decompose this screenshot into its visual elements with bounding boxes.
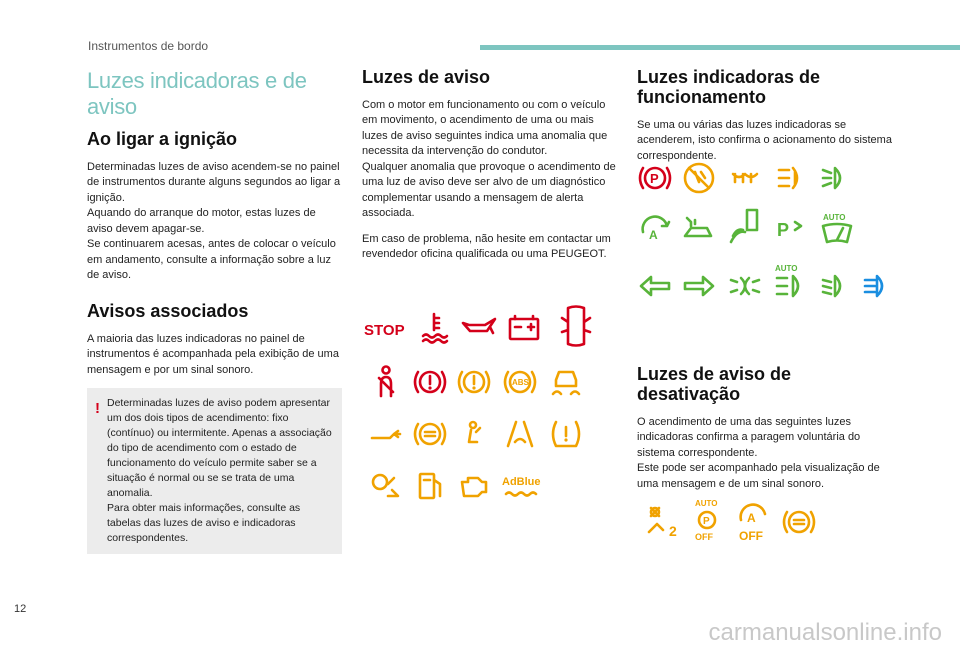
seatbelt-icon [368, 364, 404, 400]
parking-brake-icon [637, 160, 673, 196]
stop-start-off-icon [733, 498, 773, 542]
deactivation-text-1: O acendimento de uma das seguintes luzes indicadoras confirma a paragem voluntária do sistema correspondente. [637, 415, 861, 459]
warning-note-box [87, 388, 342, 554]
svg-text:AUTO: AUTO [823, 213, 846, 222]
svg-text:P: P [703, 516, 710, 527]
auto-wipers-icon [817, 212, 857, 248]
page-title: Luzes indicadoras e de aviso [87, 68, 307, 119]
svg-text:P: P [650, 171, 659, 186]
rear-parking-sensor-icon [727, 206, 763, 250]
warning-lamps-text-3: Em caso de problema, não hesite em contactar um revendedor oficina qualificada ou uma PEUGEOT. [362, 232, 611, 261]
column-indicator-lamps [637, 68, 897, 174]
svg-text:OFF: OFF [739, 529, 763, 542]
service-wrench-icon [368, 416, 404, 452]
function-icons-grid [637, 160, 897, 310]
warning-lamps-title: Luzes de aviso [362, 67, 491, 87]
warning-note-text-2: Para obter mais informações, consulte as tabelas das luzes de aviso e indicadoras correspondentes. [107, 502, 301, 545]
oil-pressure-icon [460, 310, 500, 346]
door-open-icon [558, 304, 594, 348]
tyre-pressure-icon [548, 416, 584, 452]
page-number: 12 [14, 603, 27, 615]
speed-limiter-icon [681, 212, 717, 248]
stop-icon [364, 310, 408, 346]
abs-icon [502, 364, 538, 400]
ignition-text-2: Aquando do arranque do motor, estas luzes de aviso devem apagar-se. [87, 207, 316, 235]
warning-note-text-1: Determinadas luzes de aviso podem apresentar um dos dois tipos de acendimento: fixo (contínuo) ou intermitente. Apenas a associação do tipo de acendimento com o estado de funcionamento do veículo permite saber se a situação é normal ou se se trata de uma anomalia. [107, 397, 332, 500]
section-header: Instrumentos de bordo [88, 39, 209, 53]
lane-departure-icon [502, 416, 538, 452]
warning-lamps-text-1: Com o motor em funcionamento ou com o veículo em movimento, o acendimento de uma ou mais luzes de aviso seguintes indica uma anomalia que necessita da intervenção do condutor. [362, 98, 608, 158]
header-accent-bar [480, 45, 960, 50]
watermark: carmanualsonline.info [708, 619, 942, 646]
function-lamps-text: Se uma ou várias das luzes indicadoras se acenderem, isto confirma o acionamento do sistema correspondente. [637, 118, 892, 162]
airbag-off-icon [456, 416, 492, 452]
warning-icons-grid [362, 308, 622, 508]
svg-text:AUTO: AUTO [775, 264, 798, 273]
svg-text:STOP: STOP [364, 322, 405, 339]
warning-lamps-text-2: Qualquer anomalia que provoque o acendimento de uma luz de aviso deve ser alvo de um diagnóstico complementar usando a mensagem de alerta associada. [362, 160, 616, 220]
svg-text:A: A [649, 228, 658, 242]
battery-icon [506, 310, 542, 346]
associated-warnings-title: Avisos associados [87, 300, 249, 321]
brake-warning-icon [412, 364, 448, 400]
dipped-beam-icon [817, 268, 853, 304]
airbag-icon [368, 468, 404, 504]
stability-control-icon [548, 364, 584, 400]
ignition-title: Ao ligar a ignição [87, 129, 238, 149]
glow-plug-icon [727, 160, 763, 196]
auto-headlights-icon [771, 262, 811, 304]
airbag-deactivated-icon [641, 502, 681, 542]
svg-text:OFF: OFF [695, 532, 713, 542]
left-turn-indicator-icon [637, 268, 673, 304]
brake-fault-icon [456, 364, 492, 400]
stop-start-icon [637, 212, 673, 248]
auto-park-brake-off-icon [687, 498, 727, 542]
adblue-icon [502, 468, 546, 504]
active-safety-brake-off-icon [781, 504, 817, 540]
brake-pad-icon [412, 416, 448, 452]
exclamation-icon: ! [95, 400, 100, 418]
svg-text:ABS: ABS [512, 378, 529, 387]
svg-text:A: A [747, 511, 756, 525]
right-turn-indicator-icon [681, 268, 717, 304]
svg-text:AUTO: AUTO [695, 499, 718, 508]
svg-text:AdBlue: AdBlue [502, 476, 541, 488]
deactivation-title: Luzes de aviso de desativação [637, 364, 792, 404]
coolant-temperature-icon [418, 310, 454, 346]
park-assist-icon [773, 212, 809, 248]
passenger-airbag-off-icon [681, 160, 717, 196]
deactivation-icons-grid [637, 500, 837, 544]
front-fog-light-icon [817, 160, 853, 196]
sidelights-icon [727, 268, 763, 304]
column-warning-lamps [362, 68, 622, 273]
main-beam-icon [859, 268, 895, 304]
function-lamps-title: Luzes indicadoras de funcionamento [637, 67, 821, 107]
ignition-text-1: Determinadas luzes de aviso acendem-se no painel de instrumentos durante alguns segundos ao ligar a ignição. [87, 160, 341, 204]
svg-text:P: P [777, 220, 790, 240]
ignition-text-3: Se continuarem acesas, antes de colocar o veículo em andamento, consulte a informação sobre a luz de aviso. [87, 238, 336, 282]
engine-fault-icon [456, 468, 492, 504]
deactivation-section [637, 365, 897, 502]
fuel-icon [412, 468, 448, 504]
associated-warnings-text: A maioria das luzes indicadoras no painel de instrumentos é acompanhada pela exibição de uma mensagem e por um sinal sonoro. [87, 332, 339, 376]
svg-text:2: 2 [669, 523, 677, 539]
rear-fog-light-icon [773, 160, 809, 196]
deactivation-text-2: Este pode ser acompanhado pela visualização de uma mensagem e de um sinal sonoro. [637, 462, 880, 490]
column-ignition [87, 68, 342, 554]
